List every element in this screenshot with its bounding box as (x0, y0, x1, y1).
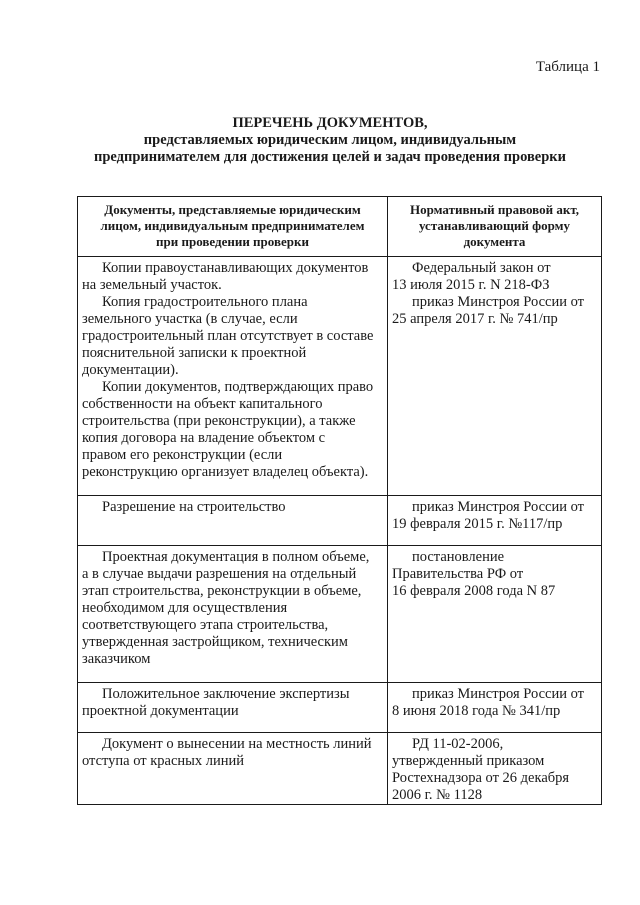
title-line: представляемых юридическим лицом, индивидуальным (143, 132, 517, 148)
cell-line: правом его реконструкции (если (82, 447, 283, 463)
cell-line: Проектная документация в полном объеме, (102, 549, 370, 565)
header-act (388, 197, 602, 257)
header-line: документа (463, 234, 526, 249)
cell-line: 8 июня 2018 года № 341/пр (392, 703, 561, 719)
table-number-label: Таблица 1 (535, 59, 600, 75)
documents-cell (78, 546, 388, 683)
cell-line: утвержденный приказом (392, 753, 545, 769)
cell-line: заказчиком (82, 651, 151, 667)
act-cell (388, 683, 602, 733)
cell-line: Копии правоустанавливающих документов (102, 260, 369, 276)
header-line: при проведении проверки (156, 234, 309, 249)
cell-line: утвержденная застройщиком, техническим (82, 634, 348, 650)
cell-line: строительства (при реконструкции), а также (82, 413, 356, 429)
cell-line: приказ Минстроя России от (412, 686, 584, 702)
cell-line: Копии документов, подтверждающих право (102, 379, 374, 395)
cell-line: реконструкцию организует владелец объекта). (82, 464, 369, 480)
cell-line: а в случае выдачи разрешения на отдельный (82, 566, 357, 582)
documents-table (77, 196, 602, 805)
cell-line: Разрешение на строительство (102, 499, 286, 515)
header-line: лицом, индивидуальным предпринимателем (100, 218, 365, 233)
table-row (78, 257, 602, 496)
table-row (78, 496, 602, 546)
cell-line: Ростехнадзора от 26 декабря (392, 770, 570, 786)
cell-line: на земельный участок. (82, 277, 222, 293)
cell-line: Копия градостроительного плана (102, 294, 308, 310)
title-line: ПЕРЕЧЕНЬ ДОКУМЕНТОВ, (232, 115, 428, 131)
header-line: Документы, представляемые юридическим (104, 202, 361, 217)
cell-line: 25 апреля 2017 г. № 741/пр (392, 311, 558, 327)
cell-line: проектной документации (82, 703, 239, 719)
cell-line: 13 июля 2015 г. N 218-ФЗ (392, 277, 550, 293)
header-line: Нормативный правовой акт, (410, 202, 579, 217)
cell-line: приказ Минстроя России от (412, 294, 584, 310)
document-title (60, 115, 600, 166)
act-cell (388, 257, 602, 496)
cell-line: земельного участка (в случае, если (82, 311, 298, 327)
cell-line: Правительства РФ от (392, 566, 524, 582)
cell-line: постановление (412, 549, 505, 565)
table-row (78, 546, 602, 683)
act-cell (388, 733, 602, 805)
cell-line: Положительное заключение экспертизы (102, 686, 350, 702)
cell-line: Документ о вынесении на местность линий (102, 736, 372, 752)
cell-line: необходимом для осуществления (82, 600, 288, 616)
cell-line: 19 февраля 2015 г. №117/пр (392, 516, 563, 532)
cell-line: документации). (82, 362, 179, 378)
title-line: предпринимателем для достижения целей и задач проведения проверки (93, 149, 567, 165)
act-cell (388, 496, 602, 546)
table-row (78, 683, 602, 733)
cell-line: соответствующего этапа строительства, (82, 617, 329, 633)
cell-line: приказ Минстроя России от (412, 499, 584, 515)
cell-line: собственности на объект капитального (82, 396, 323, 412)
header-documents (78, 197, 388, 257)
table-header-row (78, 197, 602, 257)
cell-line: РД 11-02-2006, (412, 736, 504, 752)
cell-line: пояснительной записки к проектной (82, 345, 307, 361)
documents-cell (78, 733, 388, 805)
header-line: устанавливающий форму (418, 218, 571, 233)
act-cell (388, 546, 602, 683)
table-row (78, 733, 602, 805)
cell-line: 2006 г. № 1128 (392, 787, 483, 803)
cell-line: этап строительства, реконструкции в объеме, (82, 583, 362, 599)
documents-cell (78, 496, 388, 546)
documents-cell (78, 683, 388, 733)
documents-cell (78, 257, 388, 496)
cell-line: копия договора на владение объектом с (82, 430, 326, 446)
cell-line: отступа от красных линий (82, 753, 245, 769)
cell-line: Федеральный закон от (412, 260, 551, 276)
cell-line: градостроительный план отсутствует в составе (82, 328, 374, 344)
cell-line: 16 февраля 2008 года N 87 (392, 583, 556, 599)
